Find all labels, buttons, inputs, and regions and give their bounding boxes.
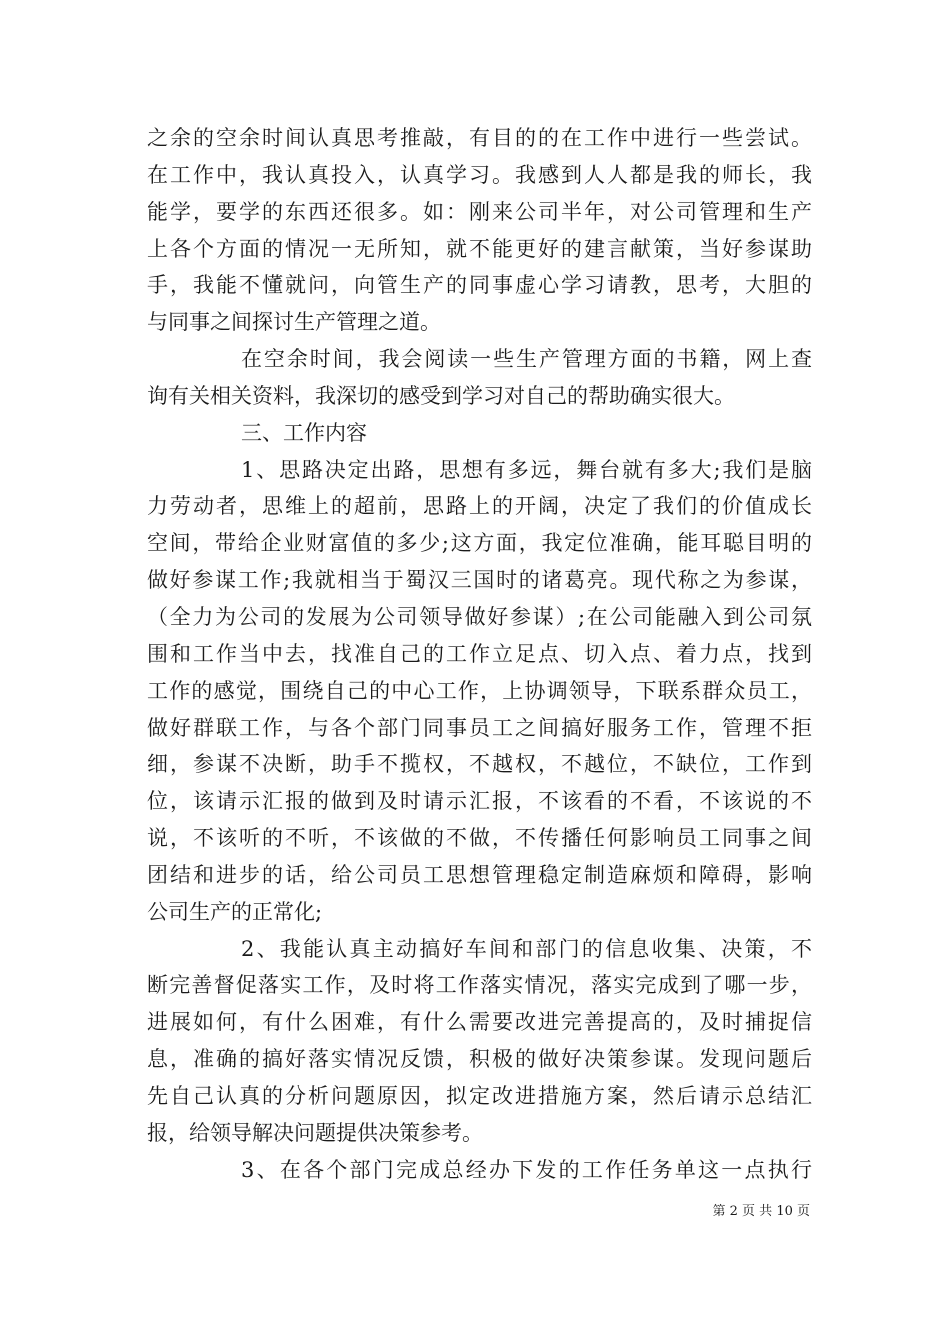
paragraph-first-line: 2、我能认真主动搞好车间和部门的信息收集、决策，不	[241, 936, 812, 961]
section-heading: 三、工作内容	[241, 420, 367, 445]
text-line: 公司生产的正常化;	[147, 899, 323, 924]
page-number-footer: 第 2 页 共 10 页	[712, 1204, 810, 1219]
text-line: 报，给领导解决问题提供决策参考。	[147, 1120, 483, 1145]
text-line: 询有关相关资料，我深切的感受到学习对自己的帮助确实很大。	[147, 383, 735, 408]
text-line: 手，我能不懂就问，向管生产的同事虚心学习请教，思考，大胆的	[147, 273, 812, 298]
text-line: 空间，带给企业财富值的多少;这方面，我定位准确，能耳聪目明的	[147, 531, 812, 556]
text-line: 工作的感觉，围绕自己的中心工作，上协调领导，下联系群众员工，	[147, 678, 812, 703]
paragraph-first-line: 在空余时间，我会阅读一些生产管理方面的书籍，网上查	[241, 347, 812, 372]
text-line: 能学，要学的东西还很多。如：刚来公司半年，对公司管理和生产	[147, 199, 812, 224]
text-line: 上各个方面的情况一无所知，就不能更好的建言献策，当好参谋助	[147, 236, 812, 261]
paragraph-first-line: 3、在各个部门完成总经办下发的工作任务单这一点执行	[241, 1157, 812, 1182]
text-line: 细，参谋不决断，助手不揽权，不越权，不越位，不缺位，工作到	[147, 752, 812, 777]
text-line: 做好群联工作，与各个部门同事员工之间搞好服务工作，管理不拒	[147, 715, 812, 740]
text-line: 进展如何，有什么困难，有什么需要改进完善提高的，及时捕捉信	[147, 1010, 812, 1035]
text-line: 围和工作当中去，找准自己的工作立足点、切入点、着力点，找到	[147, 641, 812, 666]
text-line: 之余的空余时间认真思考推敲，有目的的在工作中进行一些尝试。	[147, 126, 812, 150]
text-line: 说，不该听的不听，不该做的不做，不传播任何影响员工同事之间	[147, 826, 812, 851]
text-line: 位，该请示汇报的做到及时请示汇报，不该看的不看，不该说的不	[147, 789, 812, 814]
text-line: 断完善督促落实工作，及时将工作落实情况，落实完成到了哪一步，	[147, 973, 812, 998]
text-line: 先自己认真的分析问题原因，拟定改进措施方案，然后请示总结汇	[147, 1083, 812, 1108]
text-line: 在工作中，我认真投入，认真学习。我感到人人都是我的师长，我	[147, 162, 812, 187]
text-line: （全力为公司的发展为公司领导做好参谋）;在公司能融入到公司氛	[147, 604, 812, 629]
text-line: 息，准确的搞好落实情况反馈，积极的做好决策参谋。发现问题后	[147, 1047, 812, 1072]
paragraph-first-line: 1、思路决定出路，思想有多远，舞台就有多大;我们是脑	[241, 457, 812, 482]
text-line: 做好参谋工作;我就相当于蜀汉三国时的诸葛亮。现代称之为参谋，	[147, 568, 812, 593]
text-line: 团结和进步的话，给公司员工思想管理稳定制造麻烦和障碍，影响	[147, 862, 812, 887]
text-line: 与同事之间探讨生产管理之道。	[147, 310, 441, 335]
text-line: 力劳动者，思维上的超前，思路上的开阔，决定了我们的价值成长	[147, 494, 812, 519]
document-body	[147, 120, 812, 1188]
